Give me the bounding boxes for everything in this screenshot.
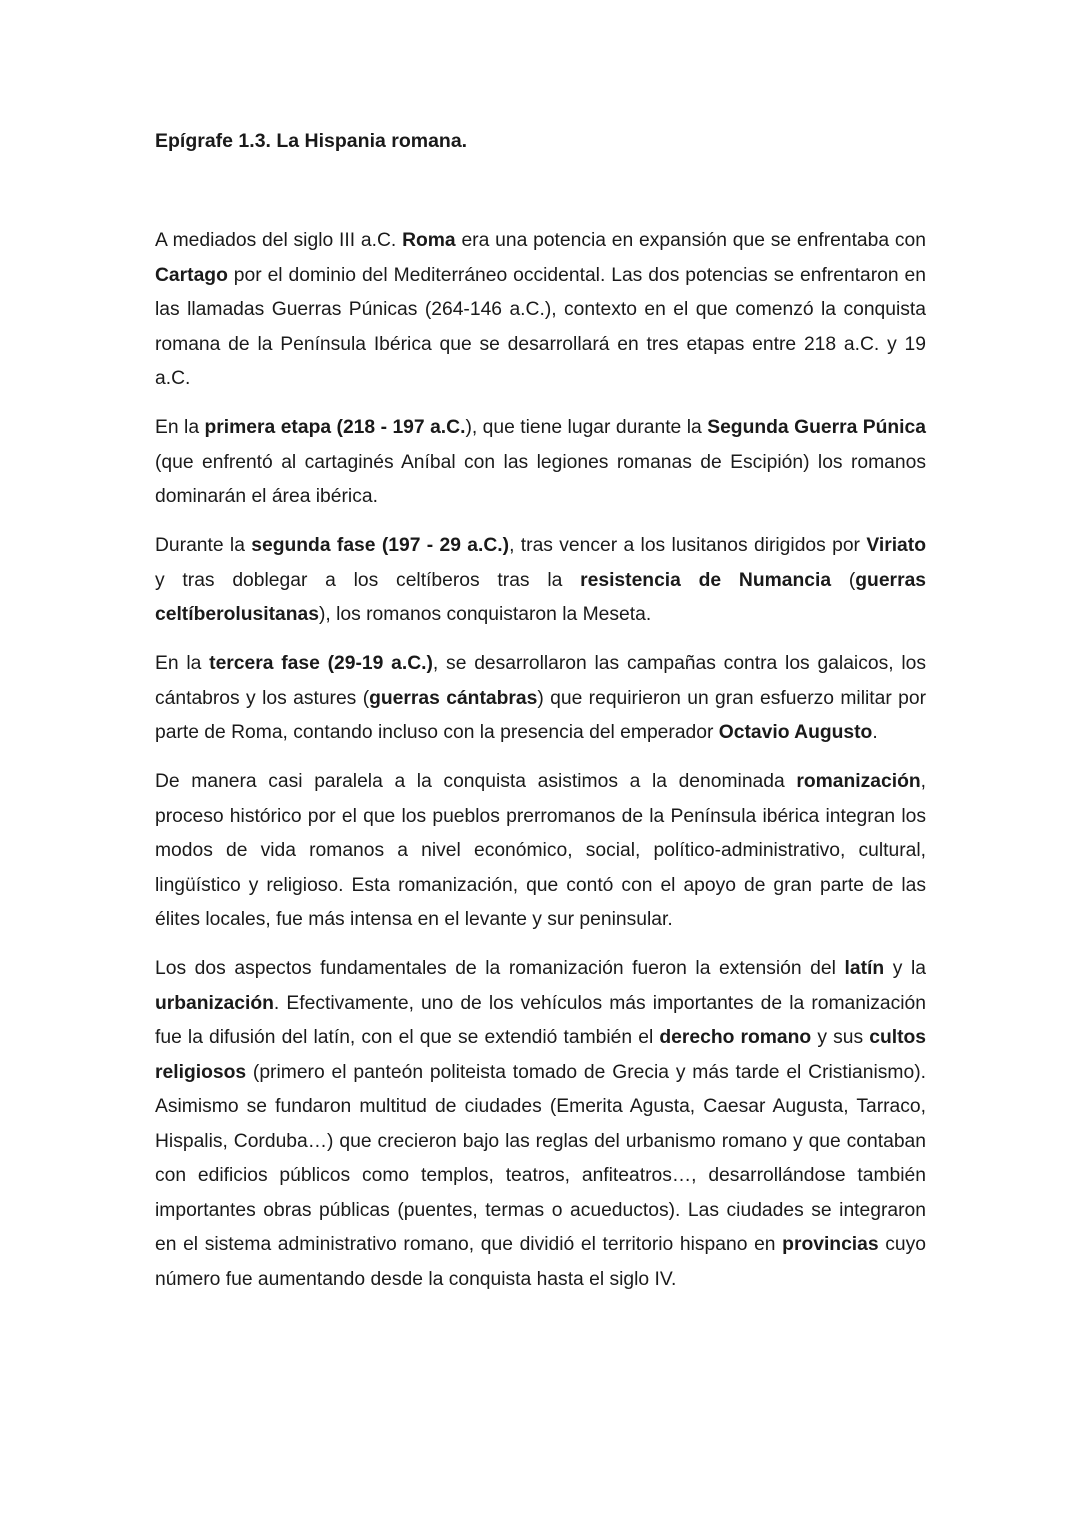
bold-term: primera etapa (218 - 197 a.C. xyxy=(204,417,466,438)
text-run: . Efectivamente, uno de los vehículos más importantes de la romanización fue la difusión del latín, con el que se extendió también el xyxy=(155,992,926,1048)
text-run: ( xyxy=(831,569,856,591)
bold-term: segunda fase (197 - 29 a.C.) xyxy=(251,535,510,556)
paragraph-4 xyxy=(155,647,926,751)
text-run: A mediados del siglo III a.C. xyxy=(155,230,403,251)
text-run: En la xyxy=(155,653,210,674)
text-run: En la xyxy=(155,417,205,438)
text-run: De manera casi paralela a la conquista asistimos a la denominada xyxy=(155,771,797,792)
bold-term: Cartago xyxy=(155,264,228,286)
bold-term: Roma xyxy=(402,230,456,251)
bold-term: romanización xyxy=(796,771,921,792)
text-run: ) que requirieron un gran esfuerzo militar por parte de Roma, contando incluso con la presencia del emperador xyxy=(155,687,927,743)
paragraph-3 xyxy=(155,529,926,633)
document-page xyxy=(155,126,926,1312)
text-run: , se desarrollaron las campañas contra los galaicos, los cántabros y los astures ( xyxy=(155,653,926,709)
text-run: , proceso histórico por el que los pueblos prerromanos de la Península ibérica integran los modos de vida romanos a nivel económico, social, político-administrativo, cultural, lingüístico y religioso. Esta romanización, que contó con el apoyo de gran parte de las élites locales, fue más intensa en el levante y sur peninsular. xyxy=(155,771,926,930)
text-run: (que enfrentó al cartaginés Aníbal con las legiones romanas de Escipión) los romanos dominarán el área ibérica. xyxy=(155,451,926,507)
text-run: y sus xyxy=(811,1027,870,1048)
text-run: y tras doblegar a los celtíberos tras la xyxy=(155,569,581,591)
bold-term: guerras cántabras xyxy=(369,687,538,709)
page-title: Epígrafe 1.3. La Hispania romana. xyxy=(155,130,468,152)
bold-term: guerras celtíberolusitanas xyxy=(155,569,927,625)
paragraph-6 xyxy=(155,952,926,1297)
text-run: y la xyxy=(884,958,926,979)
bold-term: derecho romano xyxy=(659,1027,812,1048)
document-body xyxy=(155,224,926,1297)
text-run: Durante la xyxy=(155,535,252,556)
bold-term: Viriato xyxy=(866,535,926,556)
paragraph-1 xyxy=(155,224,926,397)
text-run: . xyxy=(872,722,878,743)
text-run: Los dos aspectos fundamentales de la romanización fueron la extensión del xyxy=(155,958,845,979)
bold-term: Octavio Augusto xyxy=(718,722,873,743)
bold-term: urbanización xyxy=(155,992,274,1014)
bold-term: Segunda Guerra Púnica xyxy=(707,417,926,438)
text-run: era una potencia en expansión que se enfrentaba con xyxy=(455,230,926,251)
paragraph-2 xyxy=(155,411,926,515)
text-run: , tras vencer a los lusitanos dirigidos por xyxy=(509,535,867,556)
text-run: ), que tiene lugar durante la xyxy=(465,417,708,438)
bold-term: provincias xyxy=(782,1234,879,1255)
bold-term: latín xyxy=(844,958,885,979)
text-run: (primero el panteón politeista tomado de Grecia y más tarde el Cristianismo). Asimismo se fundaron multitud de ciudades (Emerita Agusta, Caesar Augusta, Tarraco, Hispalis, Corduba…) que crecieron bajo las reglas del urbanismo romano y que contaban con edificios públicos como templos, teatros, anfiteatros…, desarrollándose también importantes obras públicas (puentes, termas o acueductos). Las ciudades se integraron en el sistema administrativo romano, que dividió el territorio hispano en xyxy=(155,1061,926,1255)
text-run: por el dominio del Mediterráneo occidental. Las dos potencias se enfrentaron en las llamadas Guerras Púnicas (264-146 a.C.), contexto en el que comenzó la conquista romana de la Península Ibérica que se desarrollará en tres etapas entre 218 a.C. y 19 a.C. xyxy=(155,264,926,389)
bold-term: cultos religiosos xyxy=(155,1027,927,1083)
text-run: cuyo número fue aumentando desde la conquista hasta el siglo IV. xyxy=(155,1234,926,1290)
bold-term: resistencia de Numancia xyxy=(580,569,832,591)
bold-term: tercera fase (29-19 a.C.) xyxy=(209,653,433,674)
paragraph-5 xyxy=(155,765,926,938)
text-run: ), los romanos conquistaron la Meseta. xyxy=(318,604,652,625)
